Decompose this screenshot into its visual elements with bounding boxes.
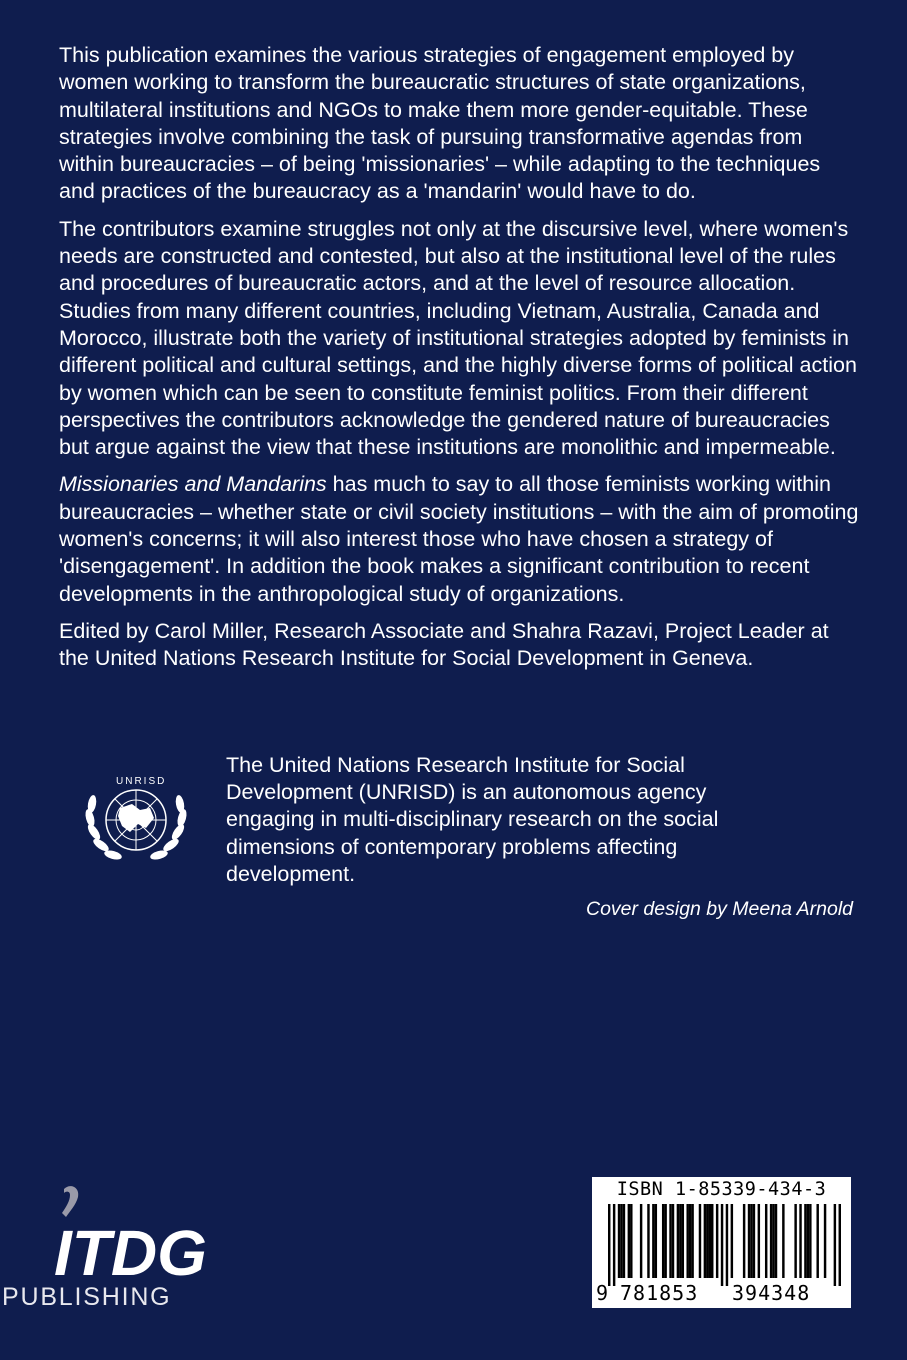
- book-title-italic: Missionaries and Mandarins: [59, 472, 327, 497]
- ean-right-digits: 394348: [732, 1281, 811, 1305]
- barcode-bar: [726, 1204, 728, 1286]
- barcode-bar: [647, 1204, 649, 1278]
- blurb-paragraph-3: [59, 471, 859, 607]
- barcode-bar: [640, 1204, 642, 1278]
- barcode-bar: [770, 1204, 772, 1278]
- barcode-bar: [704, 1204, 706, 1278]
- barcode-bar: [679, 1204, 681, 1278]
- ean-first-digit: 9: [596, 1281, 609, 1305]
- barcode-bar: [765, 1204, 767, 1278]
- barcode-bar: [689, 1204, 691, 1278]
- barcode-bar: [630, 1204, 632, 1278]
- publishing-wordmark: PUBLISHING: [2, 1283, 172, 1311]
- barcode-bar: [839, 1204, 841, 1286]
- barcode-bar: [721, 1204, 723, 1286]
- barcode-bar: [608, 1204, 610, 1286]
- blurb-paragraph-1: This publication examines the various strategies of engagement employed by women working to transform the bureaucratic structures of state organizations, multilateral institutions and NGOs to make them more gender-equitable. These strategies involve combining the task of pursuing transformative agendas from within bureaucracies – of being 'missionaries' – while adapting to the techniques and practices of the bureaucracy as a 'mandarin' would have to do.: [59, 43, 821, 204]
- barcode-bar: [794, 1204, 796, 1278]
- barcode-bar: [758, 1204, 760, 1278]
- itdg-logo-text: ITDG: [54, 1217, 207, 1278]
- barcode-bar: [652, 1204, 654, 1278]
- barcode-bar: [706, 1204, 708, 1278]
- blurb-paragraph-2: The contributors examine struggles not only at the discursive level, where women's needs are constructed and contested, but also at the institutional level of the rules and procedures of bureaucratic actors, and at the level of resource allocation. Studies from many different countries, including Vietnam, Australia, Canada and Morocco, illustrate both the variety of institutional strategies adopted by feminists in different political and cultural settings, and the highly diverse forms of political action by women which can be seen to constitute feminist politics. From their different perspectives the contributors acknowledge the gendered nature of bureaucracies but argue against the view that these institutions are monolithic and impermeable.: [59, 216, 857, 460]
- barcode-bar: [799, 1204, 801, 1278]
- ean-left-digits: 781853: [620, 1281, 699, 1305]
- barcode-bar: [753, 1204, 755, 1278]
- barcode-bars: [608, 1204, 841, 1286]
- blurb-text: [59, 42, 859, 683]
- cover-design-credit: Cover design by Meena Arnold: [585, 898, 853, 920]
- barcode-bar: [672, 1204, 674, 1278]
- barcode-bar: [618, 1204, 620, 1278]
- barcode-bar: [824, 1204, 826, 1278]
- barcode-bar: [772, 1204, 774, 1278]
- isbn-number: ISBN 1-85339-434-3: [616, 1179, 827, 1200]
- barcode-bar: [804, 1204, 806, 1278]
- barcode-bar: [743, 1204, 745, 1278]
- unrisd-description: The United Nations Research Institute for Social Development (UNRISD) is an autonomous agency engaging in multi-disciplinary research on the social dimensions of contemporary problems affecting development.: [226, 753, 719, 886]
- blurb-paragraph-3-text: has much to say to all those feminists working within bureaucracies – whether state or civil society institutions – with the aim of promoting women's concerns; it will also interest those who have chosen a strategy of 'disengagement'. In addition the book makes a significant contribution to recent developments in the anthropological study of organizations.: [59, 472, 859, 606]
- barcode-bar: [750, 1204, 752, 1278]
- barcode-bar: [816, 1204, 818, 1278]
- barcode-bar: [677, 1204, 679, 1278]
- barcode-bar: [613, 1204, 615, 1286]
- barcode-bar: [782, 1204, 784, 1278]
- barcode-bar: [748, 1204, 750, 1278]
- barcode-bar: [620, 1204, 622, 1278]
- barcode-bar: [623, 1204, 625, 1278]
- barcode-bar: [834, 1204, 836, 1286]
- unrisd-emblem-icon: [80, 770, 192, 870]
- barcode-bar: [691, 1204, 693, 1278]
- barcode-bar: [807, 1204, 809, 1278]
- unrisd-emblem-label: UNRISD: [116, 776, 167, 787]
- barcode-bar: [709, 1204, 711, 1278]
- itdg-logo-icon: [52, 1183, 232, 1278]
- barcode-bar: [699, 1204, 701, 1278]
- barcode-bar: [775, 1204, 777, 1278]
- isbn-barcode: [592, 1177, 851, 1308]
- barcode-bar: [628, 1204, 630, 1278]
- barcode-bar: [669, 1204, 671, 1278]
- barcode-bar: [682, 1204, 684, 1278]
- editors-credit: Edited by Carol Miller, Research Associate and Shahra Razavi, Project Leader at the United Nations Research Institute for Social Development in Geneva.: [59, 618, 829, 671]
- barcode-bar: [655, 1204, 657, 1278]
- barcode-bar: [662, 1204, 664, 1278]
- barcode-bar: [686, 1204, 688, 1278]
- barcode-bar: [664, 1204, 666, 1278]
- barcode-bar: [731, 1204, 733, 1278]
- barcode-bar: [809, 1204, 811, 1278]
- barcode-bar: [711, 1204, 713, 1278]
- barcode-bar: [716, 1204, 718, 1278]
